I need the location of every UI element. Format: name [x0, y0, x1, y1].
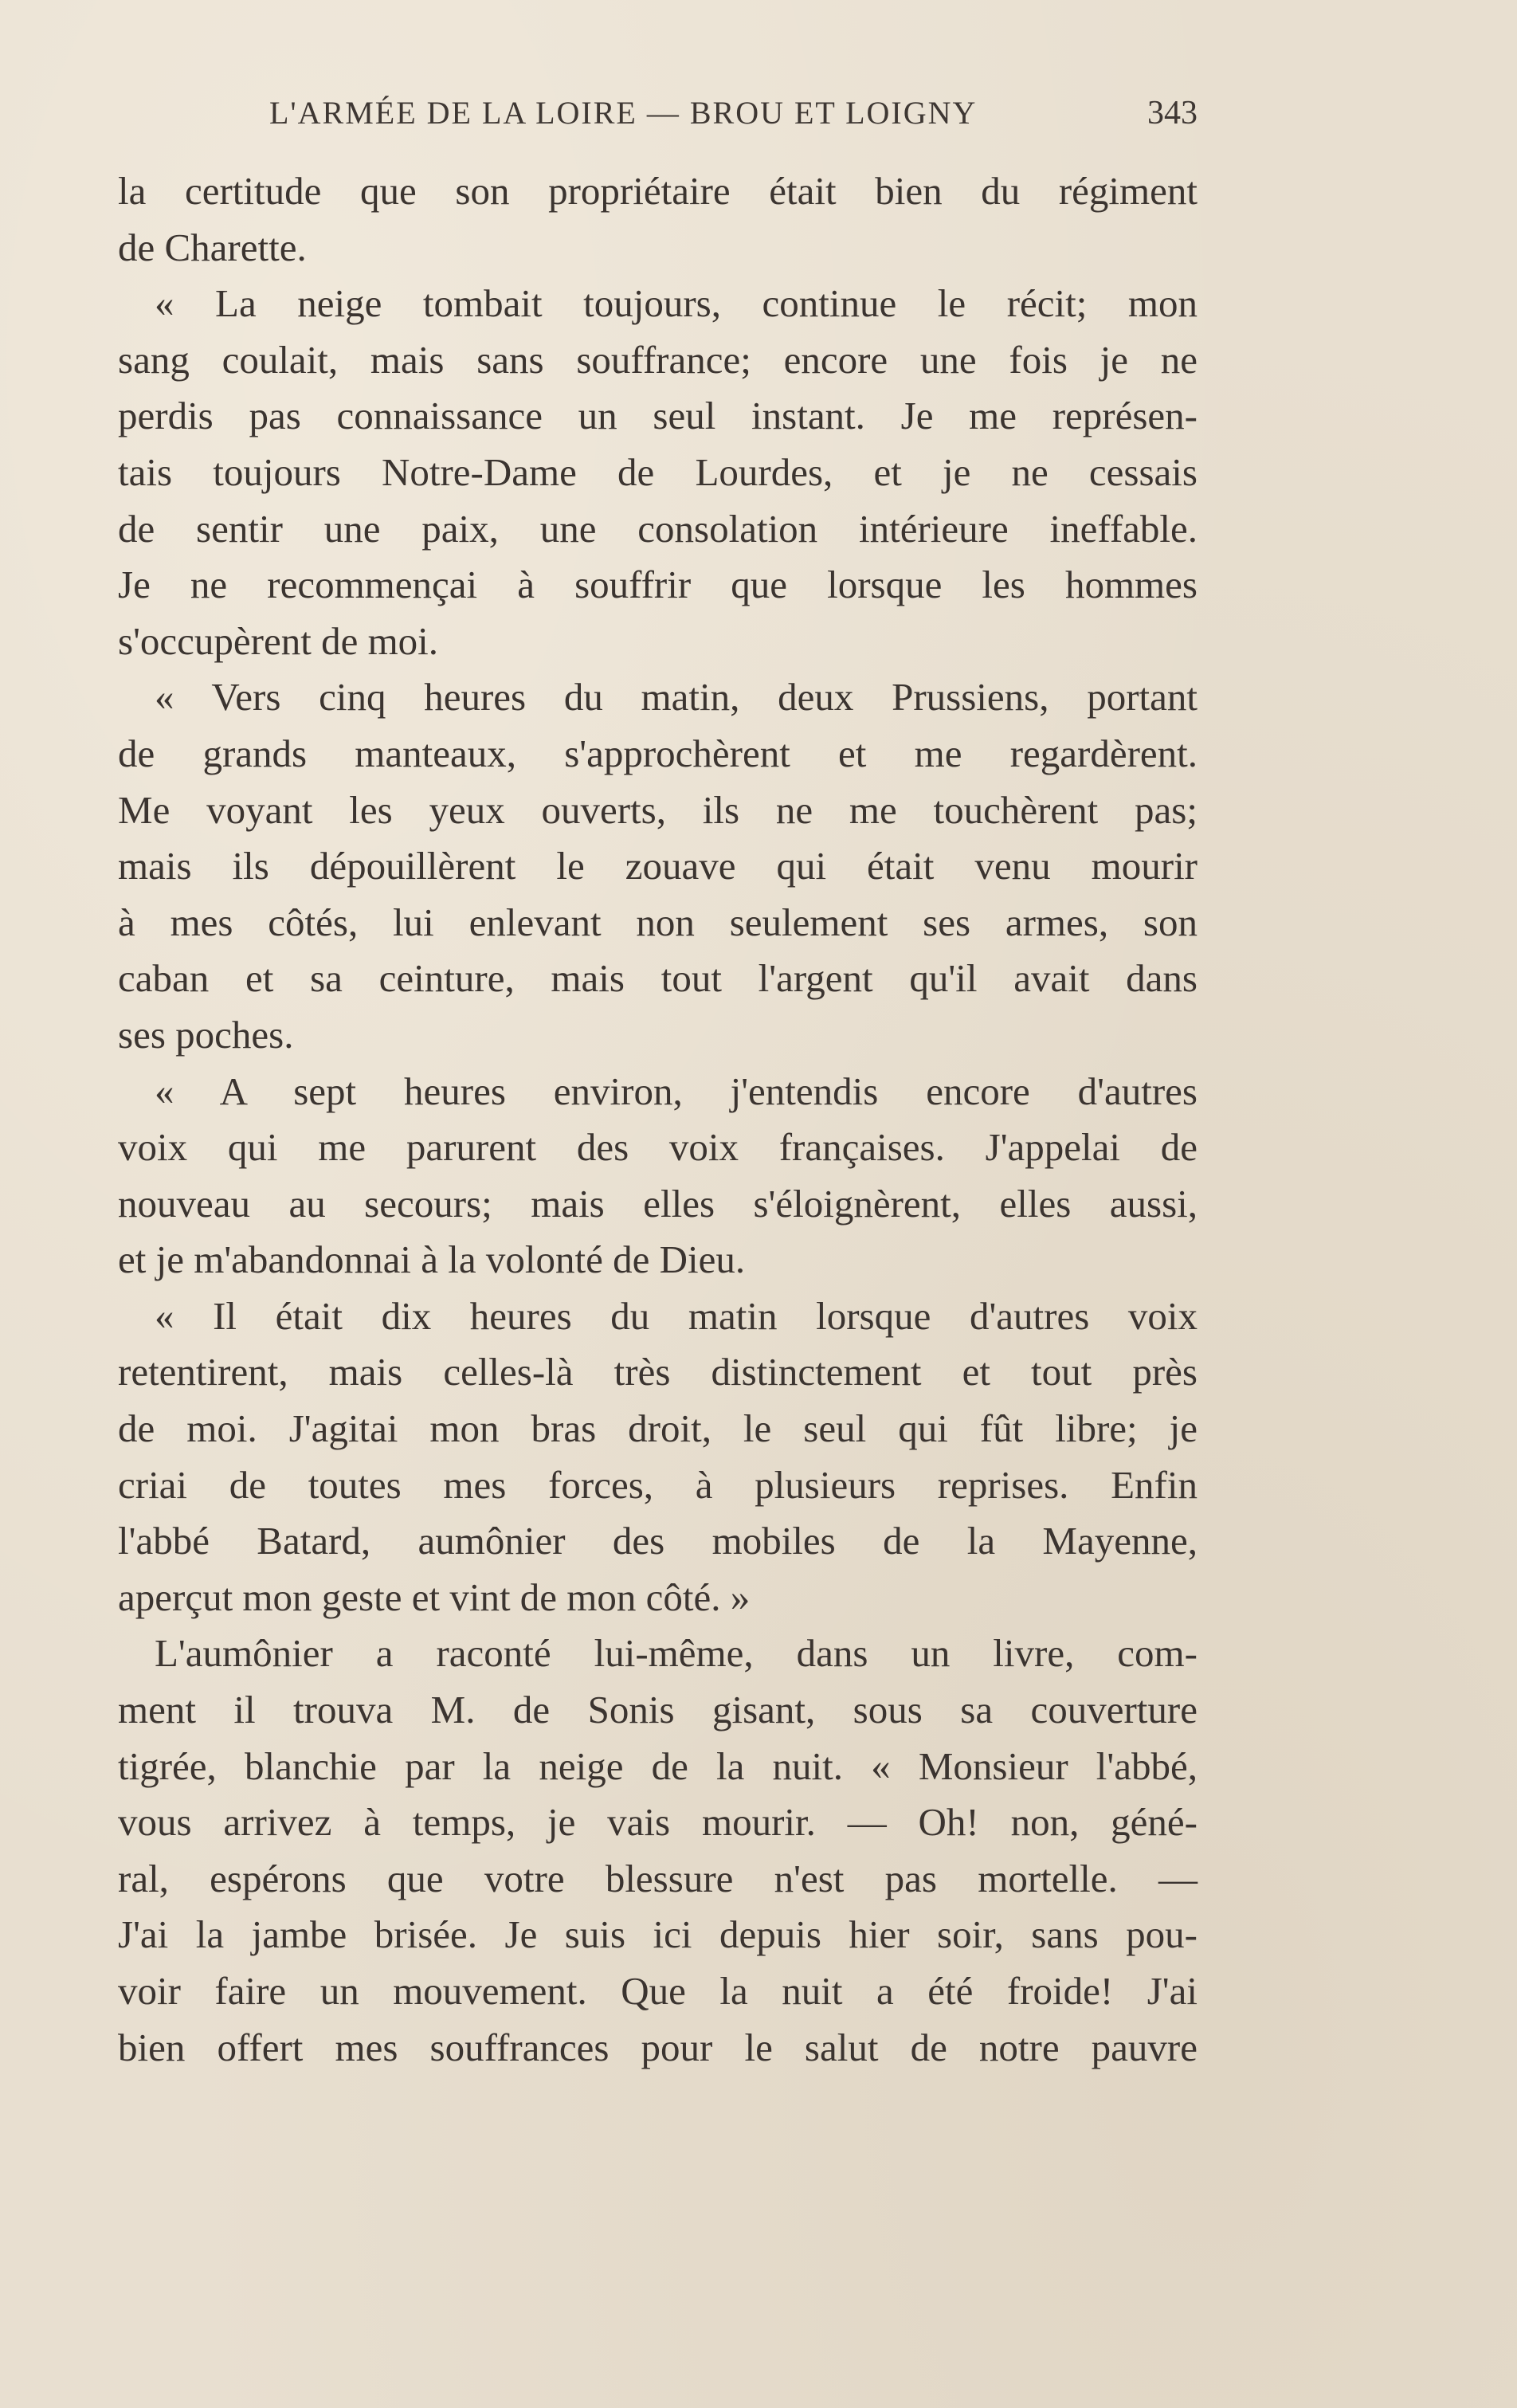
text-line: tigrée, blanchie par la neige de la nuit. « Monsieur l'abbé, — [118, 1743, 1198, 1788]
text-line: « Vers cinq heures du matin, deux Prussiens, portant — [155, 675, 1198, 720]
text-line: retentirent, mais celles-là très distinctement et tout près — [118, 1350, 1198, 1394]
running-title: L'ARMÉE DE LA LOIRE — BROU ET LOIGNY — [269, 95, 978, 131]
text-line: L'aumônier a raconté lui-même, dans un livre, com- — [155, 1631, 1198, 1676]
text-line: la certitude que son propriétaire était bien du régiment — [118, 169, 1198, 213]
body-text — [118, 163, 1198, 2076]
text-line: aperçut mon geste et vint de mon côté. » — [118, 1575, 751, 1619]
text-line: criai de toutes mes forces, à plusieurs reprises. Enfin — [118, 1462, 1198, 1507]
text-line: perdis pas connaissance un seul instant. Je me représen- — [118, 394, 1198, 438]
text-line: caban et sa ceinture, mais tout l'argent qu'il avait dans — [118, 956, 1198, 1001]
text-line: sang coulait, mais sans souffrance; encore une fois je ne — [118, 337, 1198, 382]
text-line: à mes côtés, lui enlevant non seulement ses armes, son — [118, 900, 1198, 944]
text-line: s'occupèrent de moi. — [118, 618, 439, 663]
text-line: Je ne recommençai à souffrir que lorsque les hommes — [118, 563, 1198, 607]
text-line: de grands manteaux, s'approchèrent et me regardèrent. — [118, 731, 1198, 775]
text-line: et je m'abandonnai à la volonté de Dieu. — [118, 1237, 746, 1282]
text-line: voix qui me parurent des voix françaises. J'appelai de — [118, 1125, 1198, 1170]
text-line: « A sept heures environ, j'entendis encore d'autres — [155, 1069, 1198, 1113]
text-line: de moi. J'agitai mon bras droit, le seul qui fût libre; je — [118, 1406, 1198, 1451]
text-line: « La neige tombait toujours, continue le récit; mon — [155, 281, 1198, 326]
text-line: ment il trouva M. de Sonis gisant, sous sa couverture — [118, 1688, 1198, 1732]
text-line: de Charette. — [118, 225, 307, 269]
text-line: ses poches. — [118, 1012, 294, 1057]
text-line: voir faire un mouvement. Que la nuit a été froide! J'ai — [118, 1969, 1198, 2013]
text-line: nouveau au secours; mais elles s'éloignèrent, elles aussi, — [118, 1181, 1198, 1226]
text-line: ral, espérons que votre blessure n'est pas mortelle. — — [118, 1856, 1198, 1900]
page-number: 343 — [1147, 95, 1198, 131]
text-line: Me voyant les yeux ouverts, ils ne me touchèrent pas; — [118, 787, 1198, 832]
text-line: bien offert mes souffrances pour le salut de notre pauvre — [118, 2025, 1198, 2069]
text-line: J'ai la jambe brisée. Je suis ici depuis hier soir, sans pou- — [118, 1912, 1198, 1957]
text-line: « Il était dix heures du matin lorsque d'autres voix — [155, 1293, 1198, 1338]
text-line: tais toujours Notre-Dame de Lourdes, et je ne cessais — [118, 449, 1198, 494]
text-line: mais ils dépouillèrent le zouave qui était venu mourir — [118, 844, 1198, 888]
text-line: de sentir une paix, une consolation intérieure ineffable. — [118, 506, 1198, 551]
text-line: vous arrivez à temps, je vais mourir. — Oh! non, géné- — [118, 1800, 1198, 1845]
running-head — [118, 94, 1198, 142]
text-line: l'abbé Batard, aumônier des mobiles de la Mayenne, — [118, 1519, 1198, 1563]
